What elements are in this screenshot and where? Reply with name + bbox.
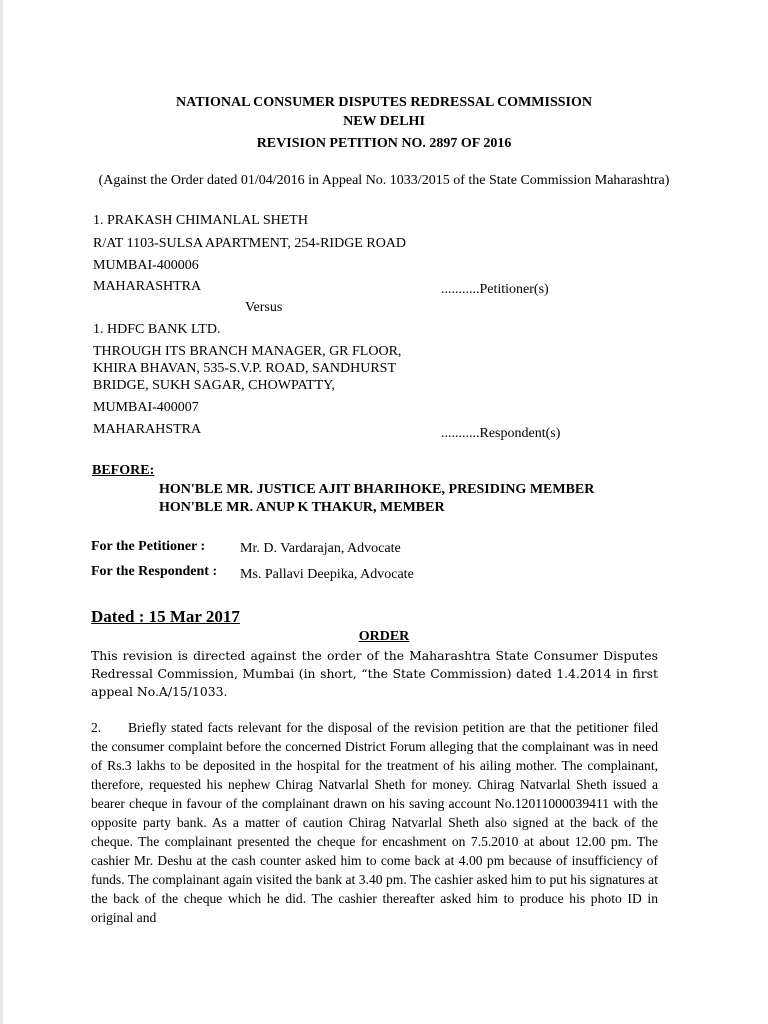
paragraph-2-text: Briefly stated facts relevant for the disposal of the revision petition are that the petitioner filed the consumer complaint before the concerned District Forum alleging that the complainant was in need of Rs.3 lakhs to be deposited in the hospital for the treatment of his ailing mother. The complainant, therefore, requested his nephew Chirag Natvarlal Sheth for money. Chirag Natvarlal Sheth issued a bearer cheque in favour of the complainant drawn on his saving account No.12011000039411 with the opposite party bank. As a matter of caution Chirag Natvarlal Sheth also signed at the back of the cheque. The complainant presented the cheque for encashment on 7.5.2010 at about 12.00 pm. The cashier Mr. Deshu at the cash counter asked him to come back at 4.00 pm because of insufficiency of funds. The complainant again visited the bank at 3.40 pm. The cashier asked him to put his signatures at the back of the cheque which he did. The cashier thereafter asked him to produce his photo ID in original and bbox=[91, 720, 658, 925]
coram-member-presiding: HON'BLE MR. JUSTICE AJIT BHARIHOKE, PRESIDING MEMBER bbox=[159, 482, 595, 497]
respondent-role: ...........Respondent(s) bbox=[441, 426, 561, 441]
petitioner-state: MAHARASHTRA bbox=[93, 279, 202, 294]
commission-city: NEW DELHI bbox=[343, 114, 425, 129]
against-order-note: (Against the Order dated 01/04/2016 in Appeal No. 1033/2015 of the State Commission Maharashtra) bbox=[98, 173, 670, 188]
order-paragraph-1: This revision is directed against the order of the Maharashtra State Consumer Disputes Redressal Commission, Mumbai (in short, “the State Commission) dated 1.4.2014 in first appeal No.A/15/1033. bbox=[91, 648, 658, 699]
order-date: Dated : 15 Mar 2017 bbox=[91, 607, 240, 626]
order-title: ORDER bbox=[358, 629, 410, 644]
appearance-value-petitioner: Mr. D. Vardarajan, Advocate bbox=[240, 541, 401, 556]
appearance-label-respondent: For the Respondent : bbox=[91, 564, 218, 579]
versus-label: Versus bbox=[245, 300, 283, 315]
respondent-address-1: THROUGH ITS BRANCH MANAGER, GR FLOOR, bbox=[93, 344, 402, 359]
respondent-state: MAHARAHSTRA bbox=[93, 422, 202, 437]
page-edge bbox=[0, 0, 3, 1024]
petitioner-address: R/AT 1103-SULSA APARTMENT, 254-RIDGE ROAD bbox=[93, 236, 407, 251]
appearance-label-petitioner: For the Petitioner : bbox=[91, 539, 206, 554]
appearance-value-respondent: Ms. Pallavi Deepika, Advocate bbox=[240, 567, 414, 582]
petitioner-city: MUMBAI-400006 bbox=[93, 258, 199, 273]
respondent-city: MUMBAI-400007 bbox=[93, 400, 199, 415]
coram-label: BEFORE: bbox=[92, 463, 155, 478]
commission-title: NATIONAL CONSUMER DISPUTES REDRESSAL COMMISSION bbox=[176, 95, 592, 110]
petitioner-role: ...........Petitioner(s) bbox=[441, 282, 549, 297]
paragraph-number: 2. bbox=[91, 720, 102, 735]
respondent-address-2: KHIRA BHAVAN, 535-S.V.P. ROAD, SANDHURST bbox=[93, 361, 397, 376]
order-paragraph-2 bbox=[91, 718, 658, 927]
respondent-name: 1. HDFC BANK LTD. bbox=[93, 322, 221, 337]
petition-number: REVISION PETITION NO. 2897 OF 2016 bbox=[256, 136, 512, 151]
coram-member: HON'BLE MR. ANUP K THAKUR, MEMBER bbox=[159, 500, 445, 515]
petitioner-name: 1. PRAKASH CHIMANLAL SHETH bbox=[93, 213, 308, 228]
respondent-address-3: BRIDGE, SUKH SAGAR, CHOWPATTY, bbox=[93, 378, 335, 393]
